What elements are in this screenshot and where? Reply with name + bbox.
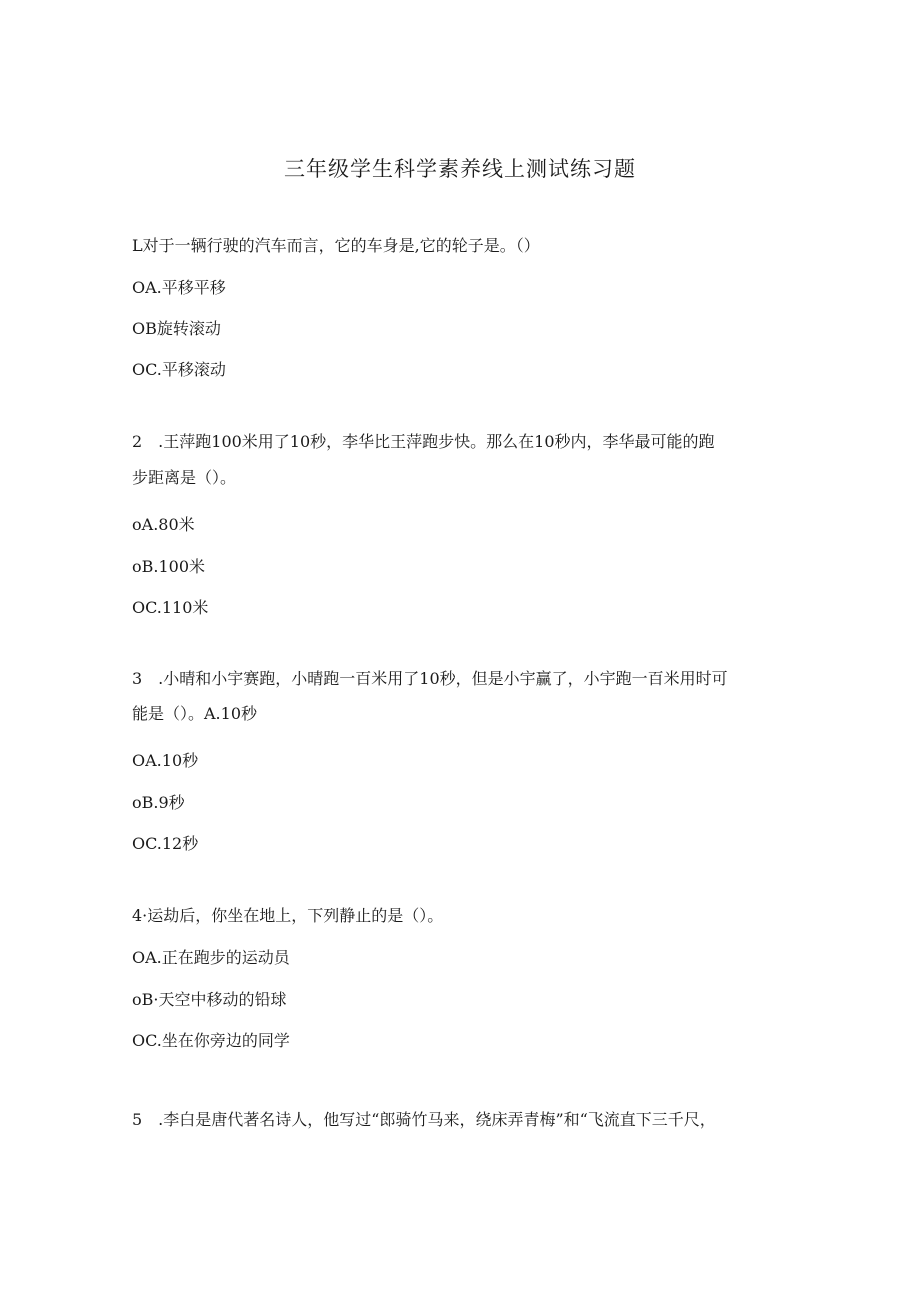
question-1-option-a: OA.平移平移 — [132, 278, 226, 297]
question-1-option-b: OB旋转滚动 — [132, 319, 221, 338]
question-3-stem-line-1: 3 .小晴和小宇赛跑，小晴跑一百米用了10秒，但是小宇赢了，小宇跑一百米用时可 — [132, 669, 728, 688]
question-3-option-a: OA.10秒 — [132, 751, 199, 770]
question-2-stem-line-1: 2 .王萍跑100米用了10秒，李华比王萍跑步快。那么在10秒内，李华最可能的跑 — [132, 432, 715, 451]
document-title: 三年级学生科学素养线上测试练习题 — [284, 157, 636, 181]
question-3-stem-line-2: 能是（）。A.10秒 — [132, 704, 258, 723]
question-1-stem: L对于一辆行驶的汽车而言，它的车身是,它的轮子是。（） — [132, 236, 540, 255]
question-4-option-c: OC.坐在你旁边的同学 — [132, 1031, 290, 1050]
question-4-stem: 4·运劫后，你坐在地上，下列静止的是（）。 — [132, 906, 444, 925]
question-2-option-c: OC.110米 — [132, 598, 209, 617]
question-5-stem: 5 .李白是唐代著名诗人，他写过“郎骑竹马来，绕床弄青梅”和“飞流直下三千尺， — [132, 1110, 716, 1129]
question-3-option-b: oB.9秒 — [132, 793, 185, 812]
question-4-option-a: OA.正在跑步的运动员 — [132, 948, 290, 967]
question-2-option-a: oA.80米 — [132, 515, 195, 534]
question-2-option-b: oB.100米 — [132, 557, 206, 576]
question-2-stem-line-2: 步距离是（）。 — [132, 468, 237, 487]
question-1-option-c: OC.平移滚动 — [132, 360, 226, 379]
question-4-option-b: oB·天空中移动的铅球 — [132, 990, 287, 1009]
question-3-option-c: OC.12秒 — [132, 834, 199, 853]
